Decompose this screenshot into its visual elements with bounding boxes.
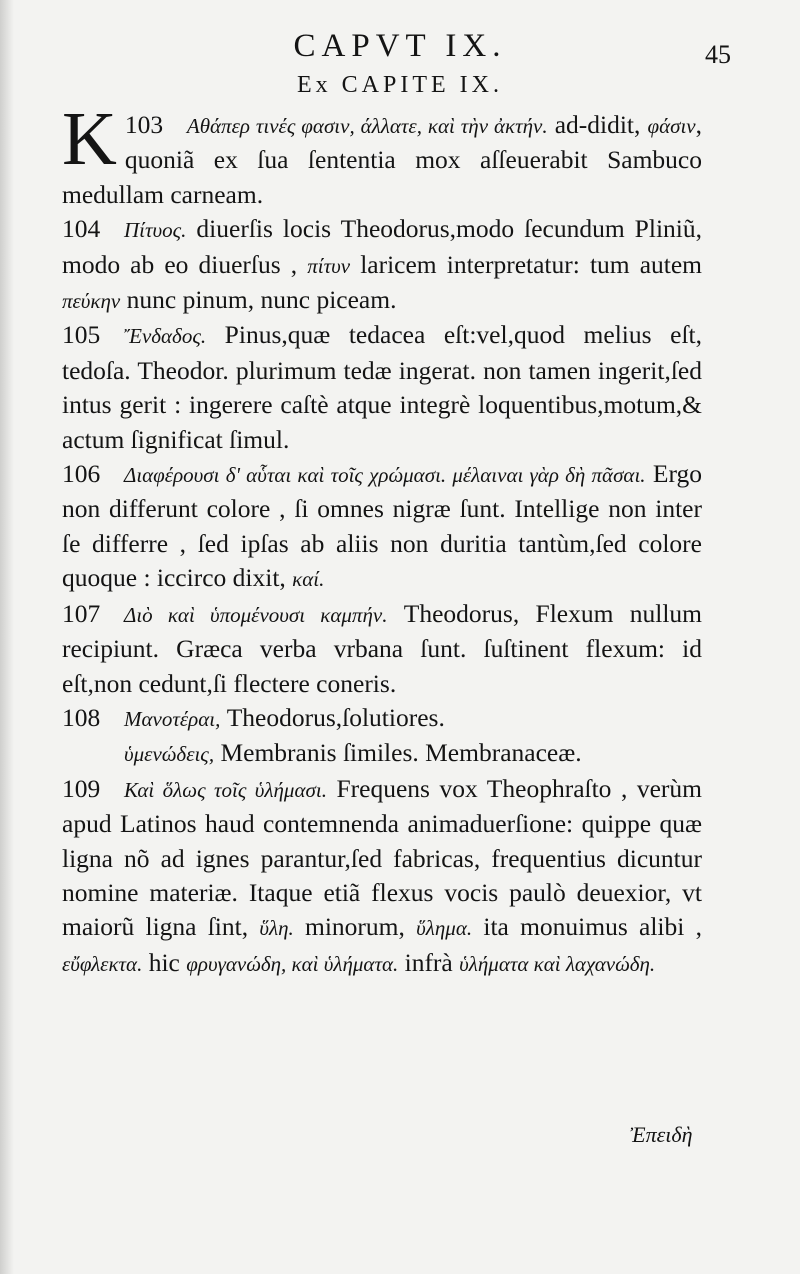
entry-number: 105 <box>62 320 101 350</box>
greek-lemma: Διὸ καὶ ὑπομένουσι καμπήν. <box>124 602 388 627</box>
entry-105 <box>62 318 702 457</box>
commentary-text <box>62 97 703 981</box>
greek-lemma: Μανοτέραι, <box>124 706 221 731</box>
latin-text: Theodorus, Flexum nullum recipiunt. Græca verba vrbana ſunt. ſuſtinent flexum: id eſt,non cedunt,ſi flectere coneris. <box>62 598 703 698</box>
latin-text: minorum, <box>293 912 417 942</box>
greek-lemma: Ἔνδαδος. <box>124 324 207 349</box>
greek-word: φρυγανώδη, καὶ ὑλήματα. <box>186 951 399 976</box>
greek-word: εὔφλεκτα. <box>62 951 143 976</box>
latin-text: laricem interpretatur: tum autem <box>350 249 703 279</box>
entry-number: 107 <box>62 598 101 628</box>
latin-text: hic <box>142 947 187 977</box>
greek-word: πίτυν <box>307 253 351 278</box>
entry-108-sub <box>62 736 702 771</box>
latin-text: Pinus,quæ tedacea eſt:vel,quod melius eſt, tedoſa. Theodor. plurimum tedæ ingerat. non tamen ingerit,ſed intus gerit : ingerere caſtè atque integrè loquentibus,motum,& actum ſignificat ſimul. <box>62 320 702 454</box>
entry-108 <box>62 701 702 736</box>
greek-word: φάσιν <box>647 114 696 138</box>
latin-text: diuerſis locis Theodorus,modo ſecundum Pliniũ, modo ab eo diuerſus , <box>62 214 702 279</box>
entry-number: 104 <box>62 214 101 244</box>
entry-103 <box>62 97 702 212</box>
greek-lemma: Καὶ ὅλως τοῖς ὑλήμασι. <box>124 777 327 802</box>
entry-104 <box>62 212 702 318</box>
greek-lemma: ὑμενώδεις, <box>124 742 215 767</box>
latin-text: Frequens vox Theophraſto , verùm apud Latinos haud contemnenda animaduerſione: quippe quæ ligna nõ ad ignes parantur,ſed fabricas, frequentius dicuntur nomine materiæ. Itaque etiã flexus vocis paulò deuexior, vt maiorũ ligna ſint, <box>62 773 703 942</box>
running-head: CAPVT IX. <box>293 28 507 64</box>
latin-text: Ergo non differunt colore , ſi omnes nigræ ſunt. Intellige non inter ſe differre , ſed ipſas ab aliis non duritia tantùm,ſed colore quoque : iccirco dixit, <box>62 459 702 593</box>
gutter-shadow <box>0 0 14 1274</box>
latin-text: Membranis ſimiles. Membranaceæ. <box>214 738 582 768</box>
entry-106 <box>62 457 702 597</box>
entry-107 <box>62 597 702 701</box>
entry-number: 106 <box>62 459 101 489</box>
drop-cap: K <box>62 97 117 181</box>
entry-109 <box>62 772 702 981</box>
greek-lemma: Διαφέρουσι δ' αὗται καὶ τοῖς χρώμασι. μέλαιναι γὰρ δὴ πᾶσαι. <box>124 463 646 488</box>
greek-word: ὕλημα. <box>416 916 473 941</box>
latin-text: ad-didit, <box>547 110 648 139</box>
greek-word: καί. <box>292 567 325 592</box>
catchword: Ἐπειδὴ <box>630 1122 693 1147</box>
greek-word: ὕλη. <box>259 916 294 941</box>
latin-text: Theodorus,ſolutiores. <box>220 702 445 732</box>
section-subtitle: Ex CAPITE IX. <box>297 72 503 98</box>
latin-text: , quoniã ex ſua ſententia mox aſſeuerabit Sambuco medullam carneam. <box>62 110 702 209</box>
greek-lemma: Πίτυος. <box>124 218 187 243</box>
entry-number: 103 <box>124 110 164 139</box>
latin-text: nunc pinum, nunc piceam. <box>120 285 397 315</box>
latin-text: infrà <box>398 947 460 977</box>
page-number: 45 <box>705 40 731 69</box>
entry-number: 109 <box>62 773 101 803</box>
latin-text: ita monuimus alibi , <box>472 912 702 942</box>
greek-lemma: Αθάπερ τινές φασιν, άλλατε, καὶ τὴν ἀκτήν. <box>186 114 548 138</box>
greek-word: πεύκην <box>62 289 121 314</box>
entry-number: 108 <box>62 702 101 732</box>
greek-word: ὑλήματα καὶ λαχανώδη. <box>459 951 656 976</box>
